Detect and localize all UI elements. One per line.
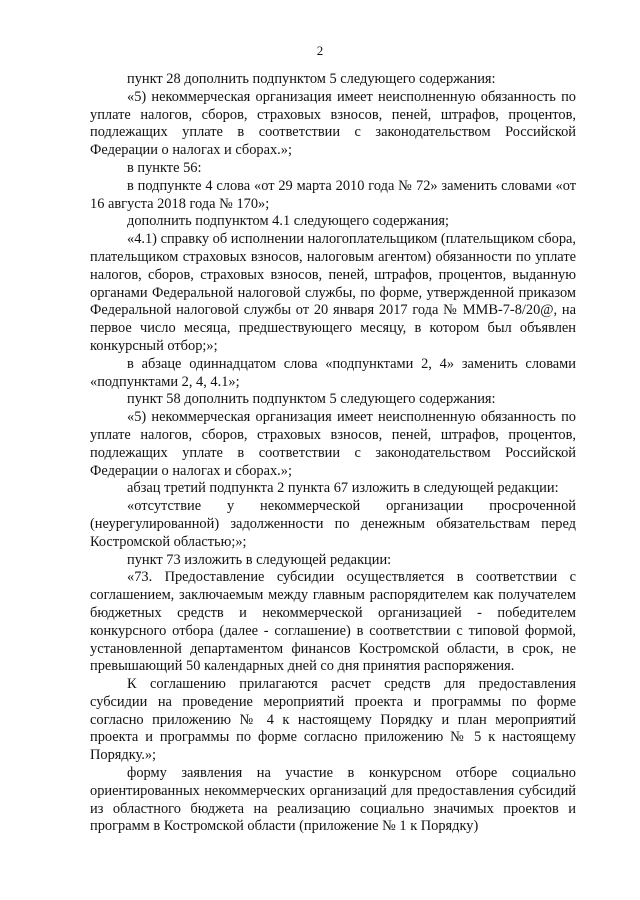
paragraph: «отсутствие у некоммерческой организации просроченной (неурегулированной) задолженности по денежным обязательствам перед Костромской областью;»; [90,498,576,550]
paragraph: «73. Предоставление субсидии осуществляется в соответствии с соглашением, заключаемым между главным распорядителем как получателем бюджетных средств и некоммерческой организацией - победителем конкурсного отбора (далее - соглашение) в соответствии с типовой формой, установленной департаментом финансов Костромской области, в срок, не превышающий 50 календарных дней со дня принятия распоряжения. [90,569,576,675]
paragraph: в подпункте 4 слова «от 29 марта 2010 года № 72» заменить словами «от 16 августа 2018 года № 170»; [90,177,576,212]
paragraph: пункт 28 дополнить подпунктом 5 следующего содержания: [127,71,496,87]
paragraph: «5) некоммерческая организация имеет неисполненную обязанность по уплате налогов, сборов, страховых взносов, пеней, штрафов, процентов, подлежащих уплате в соответствии с законодательством Российской Федерации о налогах и сборах.»; [90,88,576,159]
paragraph: дополнить подпунктом 4.1 следующего содержания; [127,213,450,230]
paragraph: «5) некоммерческая организация имеет неисполненную обязанность по уплате налогов, сборов, страховых взносов, пеней, штрафов, процентов, подлежащих уплате в соответствии с законодательством Российской Федерации о налогах и сборах.»; [90,409,576,479]
paragraph: в абзаце одиннадцатом слова «подпунктами 2, 4» заменить словами «подпунктами 2, 4, 4.1»; [90,355,576,390]
paragraph: пункт 73 изложить в следующей редакции: [127,551,392,568]
paragraph: «4.1) справку об исполнении налогоплательщиком (плательщиком сбора, плательщиком страховых взносов, налоговым агентом) обязанности по уплате налогов, сборов, страховых взносов, пеней, штрафов, процентов, выданную органами Федеральной налоговой службы, по форме, утвержденной приказом Федеральной налоговой службы от 20 января 2017 года № ММВ-7-8/20@, на первое число месяца, предшествующего месяцу, в котором был объявлен конкурсный отбор;»; [90,231,576,354]
paragraph: в пункте 56: [127,159,202,176]
paragraph: пункт 58 дополнить подпунктом 5 следующего содержания: [127,391,496,408]
paragraph: абзац третий подпункта 2 пункта 67 изложить в следующей редакции: [127,480,559,497]
paragraph: форму заявления на участие в конкурсном отборе социально ориентированных некоммерческих организаций для предоставления субсидий из областного бюджета на реализацию социально значимых проектов и программ в Костромской области (приложение № 1 к Порядку) [90,765,576,835]
paragraph: К соглашению прилагаются расчет средств для предоставления субсидии на проведение мероприятий проекта и программы по форме согласно приложению № 4 к настоящему Порядку и план мероприятий проекта и программы по форме согласно приложению № 5 к настоящему Порядку.»; [90,676,576,764]
page-number: 2 [316,43,324,58]
document-body [90,71,576,836]
